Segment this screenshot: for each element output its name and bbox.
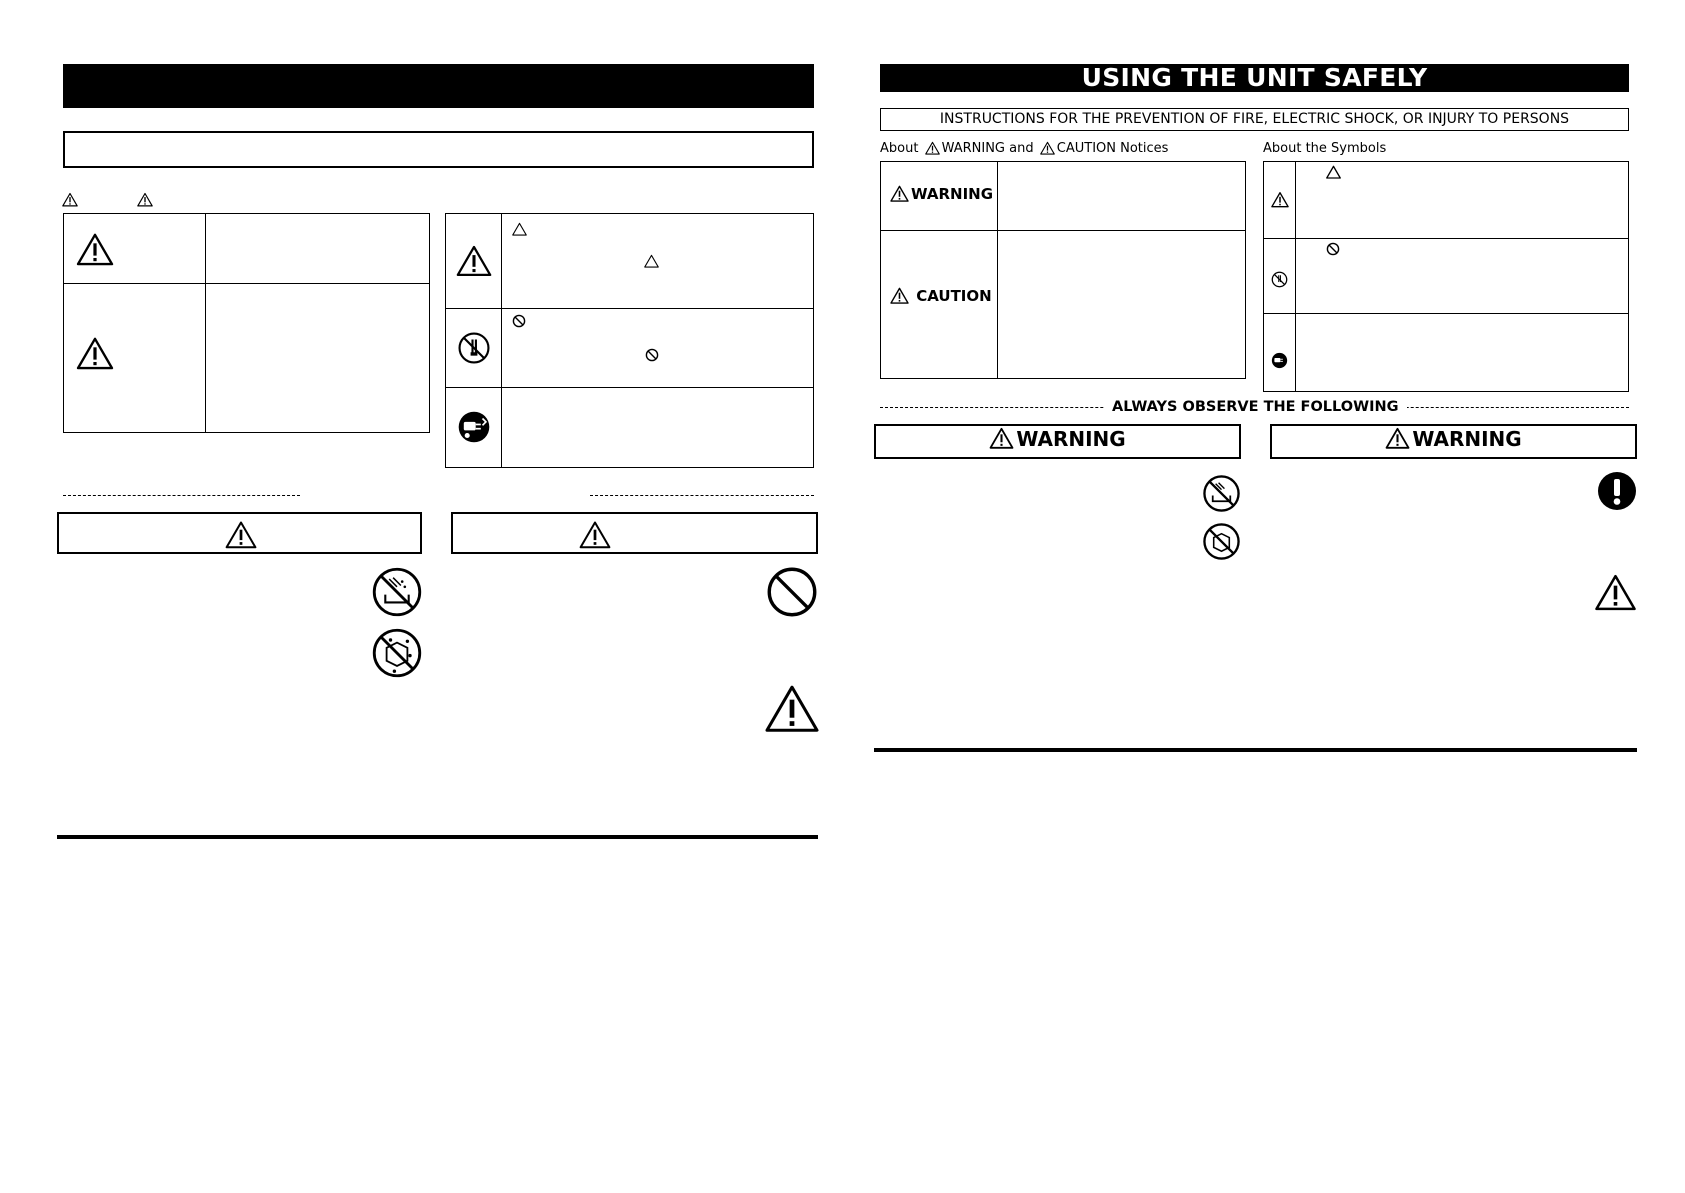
left-notices-table <box>63 213 430 433</box>
warning-triangle-icon <box>76 336 114 370</box>
symbols-caption: About the Symbols <box>1263 141 1387 156</box>
warning-triangle-icon <box>925 141 940 155</box>
warning-triangle-icon <box>456 244 492 277</box>
left-dashed-rule-a <box>63 495 300 496</box>
page-title: USING THE UNIT SAFELY <box>880 64 1629 92</box>
symbols-table <box>1263 161 1629 392</box>
left-symbols-table <box>445 213 814 468</box>
warning-triangle-icon <box>1326 165 1341 179</box>
prohibition-icon <box>766 566 818 618</box>
unplug-icon <box>457 410 491 444</box>
warning-triangle-icon <box>225 520 257 549</box>
warning-triangle-icon <box>644 254 659 268</box>
no-disassembly-icon <box>1271 271 1288 288</box>
no-water-icon <box>371 566 423 618</box>
no-modify-icon <box>1202 522 1241 561</box>
left-warning-header-a <box>57 512 422 554</box>
no-disassembly-icon <box>457 331 491 365</box>
left-dashed-rule-b <box>590 495 814 496</box>
warning-triangle-icon <box>137 192 153 207</box>
prohibition-icon <box>512 314 526 328</box>
no-modify-icon <box>371 627 423 679</box>
always-observe-heading: ALWAYS OBSERVE THE FOLLOWING <box>1104 398 1407 416</box>
left-title-bar <box>63 64 814 108</box>
warning-header-left: WARNING <box>874 424 1241 459</box>
warning-triangle-icon <box>62 192 78 207</box>
warning-triangle-icon <box>76 232 114 266</box>
warning-triangle-icon <box>989 427 1014 449</box>
warning-triangle-icon <box>764 683 820 733</box>
notices-table <box>880 161 1246 379</box>
prohibition-icon <box>645 348 659 362</box>
left-bottom-rule <box>57 835 818 839</box>
caution-label-cell: CAUTION <box>888 287 992 305</box>
warning-header-right: WARNING <box>1270 424 1637 459</box>
warning-triangle-icon <box>1271 191 1289 208</box>
warning-triangle-icon <box>512 222 527 236</box>
warning-triangle-icon <box>1594 573 1637 611</box>
warning-triangle-icon <box>890 185 909 202</box>
no-water-icon <box>1202 474 1241 513</box>
mandatory-icon <box>1597 471 1637 511</box>
prohibition-icon <box>1326 242 1340 256</box>
left-subtitle-box <box>63 131 814 168</box>
left-warning-header-b <box>451 512 818 554</box>
warning-label-cell: WARNING <box>888 185 993 203</box>
unplug-icon <box>1271 352 1288 369</box>
notices-caption: About WARNING and CAUTION Notices <box>880 141 1169 156</box>
page-subtitle: INSTRUCTIONS FOR THE PREVENTION OF FIRE, ELECTRIC SHOCK, OR INJURY TO PERSONS <box>880 108 1629 131</box>
warning-triangle-icon <box>1040 141 1055 155</box>
warning-triangle-icon <box>1385 427 1410 449</box>
right-bottom-rule <box>874 748 1637 752</box>
warning-triangle-icon <box>890 287 909 304</box>
warning-triangle-icon <box>579 520 611 549</box>
